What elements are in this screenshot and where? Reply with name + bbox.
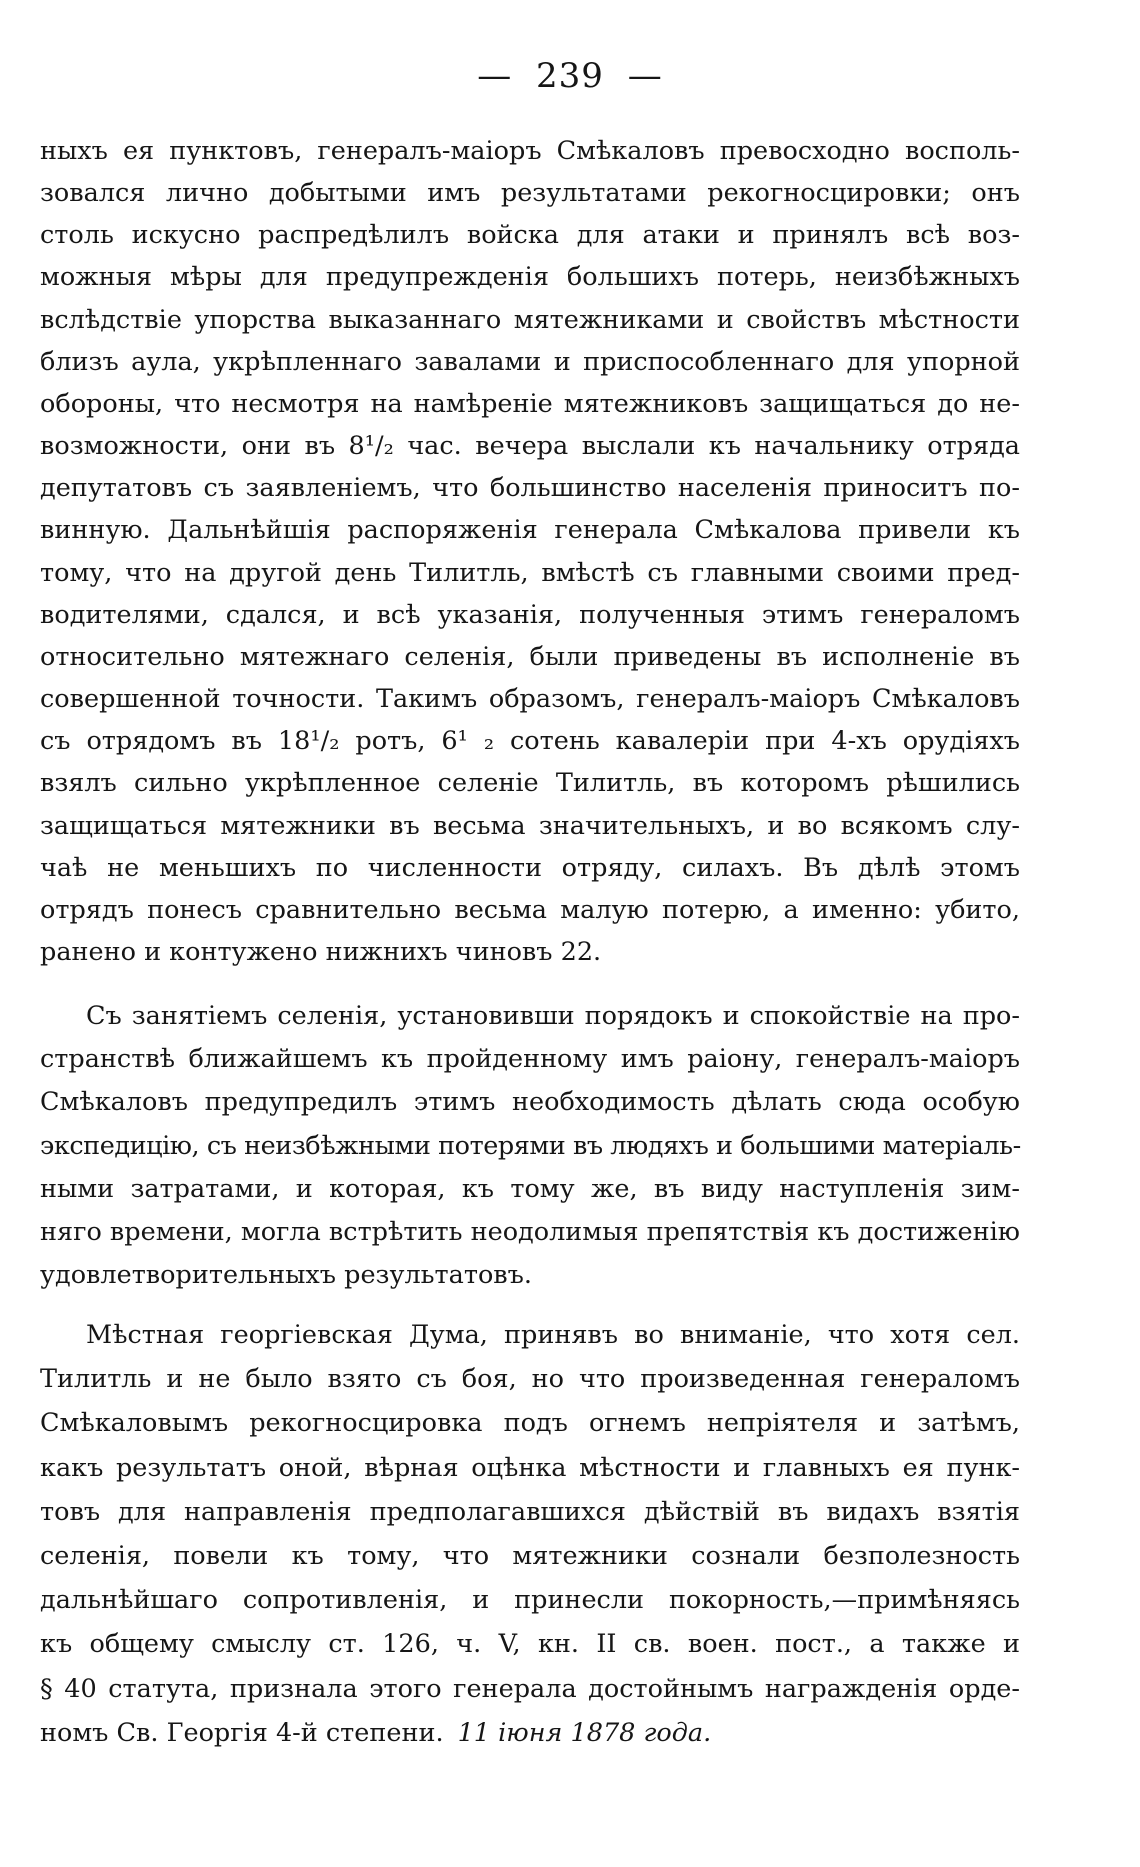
text-line: совершенной точности. Такимъ образомъ, генералъ-маіоръ Смѣкаловъ (40, 684, 1020, 715)
text-line: взялъ сильно укрѣпленное селеніе Тилитль, въ которомъ рѣшились (40, 768, 1020, 799)
text-line: экспедицію, съ неизбѣжными потерями въ людяхъ и большими матеріаль- (40, 1130, 1021, 1161)
text-line: дальнѣйшаго сопротивленія, и принесли покорность,—примѣняясь (40, 1585, 1020, 1616)
text-line: какъ результатъ оной, вѣрная оцѣнка мѣстности и главныхъ ея пунк- (40, 1452, 1020, 1483)
text-line: ныхъ ея пунктовъ, генералъ-маіоръ Смѣкаловъ превосходно восполь- (40, 136, 1020, 166)
text-line: Смѣкаловымъ рекогносцировка подъ огнемъ непріятеля и затѣмъ, (40, 1408, 1020, 1439)
page-number-value: 239 (536, 56, 604, 96)
text-line: къ общему смыслу ст. 126, ч. V, кн. II св. воен. пост., а также и (40, 1629, 1020, 1660)
award-date: 11 іюня 1878 года. (457, 1717, 712, 1748)
text-line: ными затратами, и которая, къ тому же, въ виду наступленія зим- (40, 1173, 1020, 1204)
paragraph-3 (40, 1313, 1020, 1755)
text-line: возможности, они въ 8¹/₂ час. вечера выслали къ начальнику отряда (40, 431, 1020, 462)
page-number-dash-right: — (627, 56, 663, 96)
text-line: съ отрядомъ въ 18¹/₂ ротъ, 6¹ ₂ сотень кавалеріи при 4-хъ орудіяхъ (40, 726, 1020, 757)
page-number (0, 56, 1140, 96)
text-line: Тилитль и не было взято съ боя, но что произведенная генераломъ (40, 1364, 1020, 1395)
text-line: отрядъ понесъ сравнительно весьма малую потерю, а именно: убито, (40, 894, 1020, 925)
text-line: няго времени, могла встрѣтить неодолимыя препятствія къ достиженію (40, 1217, 1020, 1248)
text-line: близъ аула, укрѣпленнаго завалами и приспособленнаго для упорной (40, 346, 1020, 377)
text-line: депутатовъ съ заявленіемъ, что большинство населенія приноситъ по- (40, 473, 1020, 504)
text-line: водителями, сдался, и всѣ указанія, полученныя этимъ генераломъ (40, 599, 1020, 630)
text-line-content: номъ Св. Георгія 4-й степени. (40, 1717, 444, 1748)
paragraph-2 (40, 995, 1020, 1297)
text-line: Мѣстная георгіевская Дума, принявъ во вниманіе, что хотя сел. (86, 1320, 1020, 1350)
text-line: ранено и контужено нижнихъ чиновъ 22. (40, 936, 602, 967)
text-line: § 40 статута, признала этого генерала достойнымъ награжденія орде- (40, 1673, 1020, 1704)
text-line: тому, что на другой день Тилитль, вмѣстѣ съ главными своими пред- (40, 557, 1020, 588)
text-line: товъ для направленія предполагавшихся дѣйствій въ видахъ взятія (40, 1496, 1020, 1527)
text-line: вслѣдствіе упорства выказаннаго мятежниками и свойствъ мѣстности (40, 304, 1020, 335)
text-line: обороны, что несмотря на намѣреніе мятежниковъ защищаться до не- (40, 388, 1020, 419)
paragraph-1 (40, 130, 1020, 973)
text-line-final (40, 1711, 1020, 1755)
text-line: столь искусно распредѣлилъ войска для атаки и принялъ всѣ воз- (40, 220, 1020, 251)
text-line: Смѣкаловъ предупредилъ этимъ необходимость дѣлать сюда особую (40, 1087, 1020, 1118)
text-line: винную. Дальнѣйшія распоряженія генерала Смѣкалова привели къ (40, 515, 1020, 546)
text-line: странствѣ ближайшемъ къ пройденному имъ раіону, генералъ-маіоръ (40, 1044, 1020, 1075)
text-line: удовлетворительныхъ результатовъ. (40, 1260, 532, 1291)
text-line: чаѣ не меньшихъ по численности отряду, силахъ. Въ дѣлѣ этомъ (40, 852, 1020, 883)
text-line: можныя мѣры для предупрежденія большихъ потерь, неизбѣжныхъ (40, 262, 1020, 293)
text-line: зовался лично добытыми имъ результатами рекогносцировки; онъ (40, 178, 1020, 209)
text-line: защищаться мятежники въ весьма значительныхъ, и во всякомъ слу- (40, 810, 1020, 841)
text-line: селенія, повели къ тому, что мятежники сознали безполезность (40, 1541, 1020, 1572)
text-line: Съ занятіемъ селенія, установивши порядокъ и спокойствіе на про- (86, 1001, 1020, 1031)
page-number-dash-left: — (477, 56, 513, 96)
text-line: относительно мятежнаго селенія, были приведены въ исполненіе въ (40, 641, 1020, 672)
